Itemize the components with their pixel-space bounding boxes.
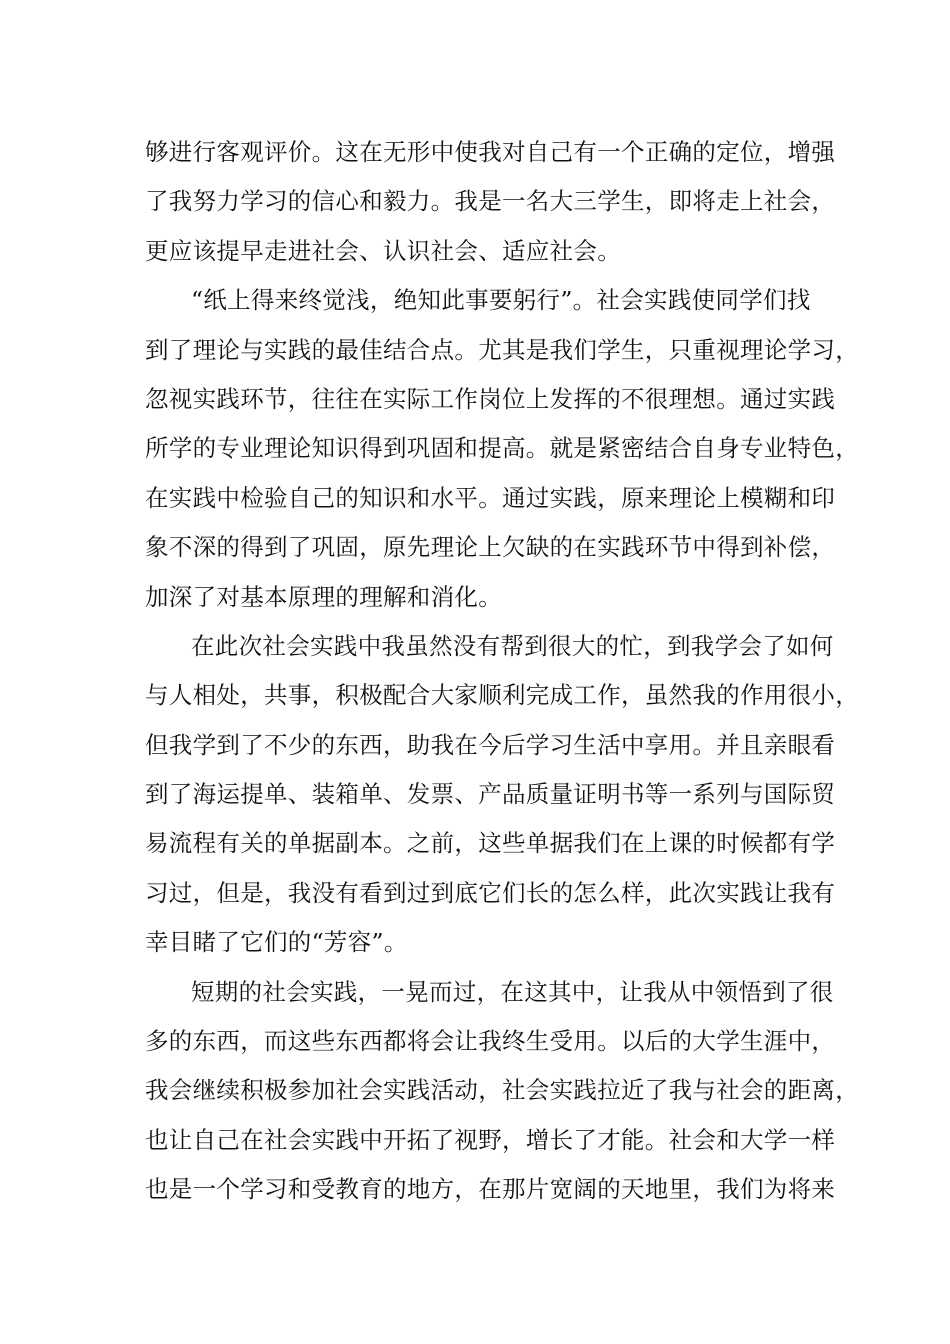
text-line: 加深了对基本原理的理解和消化。 <box>145 582 502 611</box>
text-line: 与人相处，共事，积极配合大家顺利完成工作，虽然我的作用很小， <box>145 681 859 710</box>
text-line: 到了理论与实践的最佳结合点。尤其是我们学生，只重视理论学习， <box>145 335 859 364</box>
body-text <box>145 128 859 1215</box>
text-line: 象不深的得到了巩固，原先理论上欠缺的在实践环节中得到补偿， <box>145 533 836 562</box>
text-line: 但我学到了不少的东西，助我在今后学习生活中享用。并且亲眼看 <box>145 730 836 759</box>
text-line: 幸目睹了它们的“芳容”。 <box>145 928 408 957</box>
text-line: 短期的社会实践，一晃而过，在这其中，让我从中领悟到了很 <box>191 977 834 1006</box>
text-line: 我会继续积极参加社会实践活动，社会实践拉近了我与社会的距离， <box>145 1076 859 1105</box>
text-line: 忽视实践环节，往往在实际工作岗位上发挥的不很理想。通过实践 <box>145 384 836 413</box>
text-line: 易流程有关的单据副本。之前，这些单据我们在上课的时候都有学 <box>145 829 836 858</box>
text-line: 够进行客观评价。这在无形中使我对自己有一个正确的定位，增强 <box>145 138 836 166</box>
text-line: 了我努力学习的信心和毅力。我是一名大三学生，即将走上社会， <box>145 187 836 216</box>
text-line: 习过，但是，我没有看到过到底它们长的怎么样，此次实践让我有 <box>145 878 836 907</box>
text-line: 在此次社会实践中我虽然没有帮到很大的忙，到我学会了如何 <box>191 631 834 660</box>
text-line: 多的东西，而这些东西都将会让我终生受用。以后的大学生涯中， <box>145 1027 836 1056</box>
text-line: 在实践中检验自己的知识和水平。通过实践，原来理论上模糊和印 <box>145 483 836 512</box>
text-line: 到了海运提单、装箱单、发票、产品质量证明书等一系列与国际贸 <box>145 780 836 809</box>
text-line: 更应该提早走进社会、认识社会、适应社会。 <box>145 236 621 265</box>
text-line: 也让自己在社会实践中开拓了视野，增长了才能。社会和大学一样 <box>145 1125 836 1154</box>
text-line: “纸上得来终觉浅，绝知此事要躬行”。社会实践使同学们找 <box>191 286 811 315</box>
text-line: 也是一个学习和受教育的地方，在那片宽阔的天地里，我们为将来 <box>145 1175 836 1204</box>
text-line: 所学的专业理论知识得到巩固和提高。就是紧密结合自身专业特色， <box>145 434 859 463</box>
